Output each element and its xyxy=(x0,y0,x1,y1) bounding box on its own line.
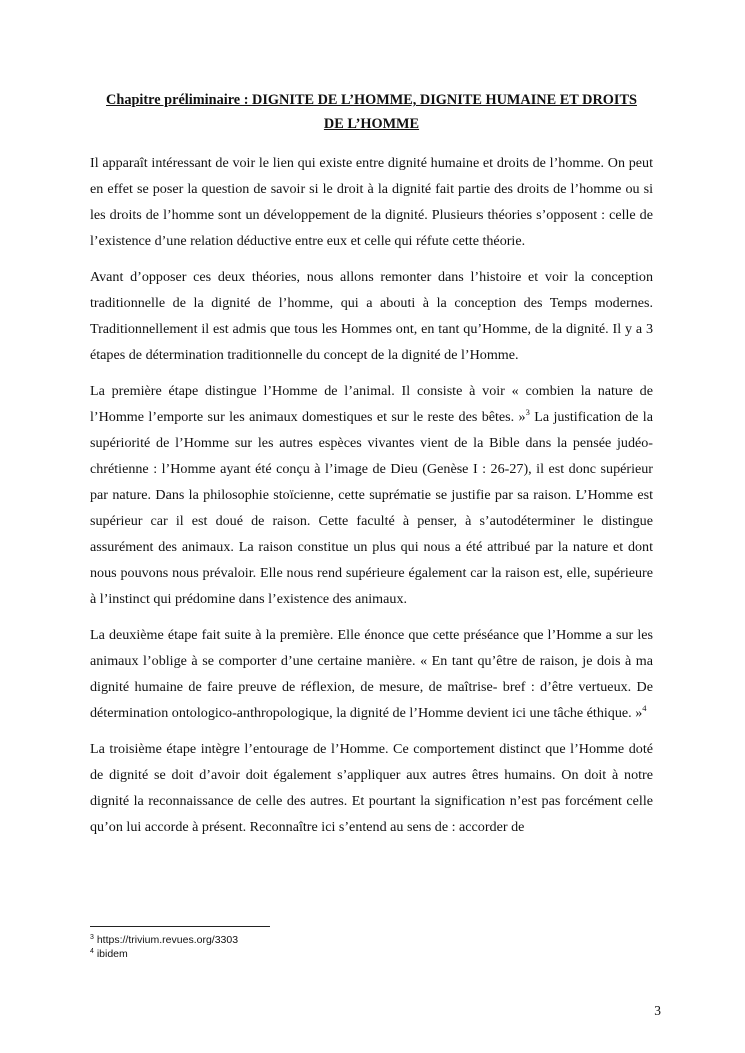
paragraph-3 xyxy=(90,378,653,612)
paragraph-3-text-a: La première étape distingue l’Homme de l’animal. Il consiste à voir « combien la nature de l’Homme l’emporte sur les animaux domestiques et sur le reste des bêtes. » xyxy=(90,383,653,425)
footnote-item xyxy=(90,933,238,947)
paragraph-5: La troisième étape intègre l’entourage de l’Homme. Ce comportement distinct que l’Homme doté de dignité se doit d’avoir doit également s’appliquer aux autres êtres humains. On doit à notre dignité la reconnaissance de celle des autres. Et pourtant la signification n’est pas forcément celle qu’on lui accorde à présent. Reconnaître ici s’entend au sens de : accorder de xyxy=(90,741,653,835)
footnote-ref-4[interactable]: 4 xyxy=(642,703,647,713)
footnote-number: 4 xyxy=(90,948,94,955)
body-text xyxy=(90,150,653,850)
chapter-title-line-2: DE L’HOMME xyxy=(323,116,420,132)
paragraph-4-text: La deuxième étape fait suite à la première. Elle énonce que cette préséance que l’Homme a sur les animaux l’oblige à se comporter d’une certaine manière. « En tant qu’être de raison, je dois à ma dignité humaine de faire preuve de réflexion, de mesure, de maîtrise- bref : d’être vertueux. De détermination ontologico-anthropologique, la dignité de l’Homme devient ici une tâche éthique. » xyxy=(90,627,653,721)
footnote-text: ibidem xyxy=(96,948,128,960)
footnote-ref-3[interactable]: 3 xyxy=(525,407,530,417)
footnote-item xyxy=(90,947,238,961)
paragraph-3-text-b: La justification de la supériorité de l’Homme sur les autres espèces vivantes vient de la Bible dans la pensée judéo-chrétienne : l’Homme ayant été conçu à l’image de Dieu (Genèse I : 26-27), il est donc supérieur par nature. Dans la philosophie stoïcienne, cette suprématie se justifie par sa raison. L’Homme est supérieur car il est doué de raison. Cette faculté à penser, à s’autodéterminer le distingue assurément des animaux. La raison constitue un plus qui nous a été attribué par la nature et dont nous pouvons nous prévaloir. Elle nous rend supérieure également car la raison est, elle, supérieure à l’instinct qui prédomine dans l’existence des animaux. xyxy=(90,409,653,607)
footnotes xyxy=(90,933,238,961)
chapter-title xyxy=(90,88,653,136)
chapter-title-line-1: Chapitre préliminaire : DIGNITE DE L’HOMME, DIGNITE HUMAINE ET DROITS xyxy=(106,92,637,108)
footnote-number: 3 xyxy=(90,934,94,941)
paragraph-4 xyxy=(90,622,653,726)
page-number: 3 xyxy=(654,1003,661,1018)
footnote-separator xyxy=(90,926,270,927)
paragraph-1: Il apparaît intéressant de voir le lien qui existe entre dignité humaine et droits de l’homme. On peut en effet se poser la question de savoir si le droit à la dignité fait partie des droits de l’homme ou si les droits de l’homme sont un développement de la dignité. Plusieurs théories s’opposent : celle de l’existence d’une relation déductive entre eux et celle qui réfute cette théorie. xyxy=(90,155,653,249)
footnote-link[interactable]: https://trivium.revues.org/3303 xyxy=(96,934,239,946)
paragraph-2: Avant d’opposer ces deux théories, nous allons remonter dans l’histoire et voir la conception traditionnelle de la dignité de l’homme, qui a abouti à la conception des Temps modernes. Traditionnellement il est admis que tous les Hommes ont, en tant qu’Homme, de la dignité. Il y a 3 étapes de détermination traditionnelle du concept de la dignité de l’Homme. xyxy=(90,269,653,363)
